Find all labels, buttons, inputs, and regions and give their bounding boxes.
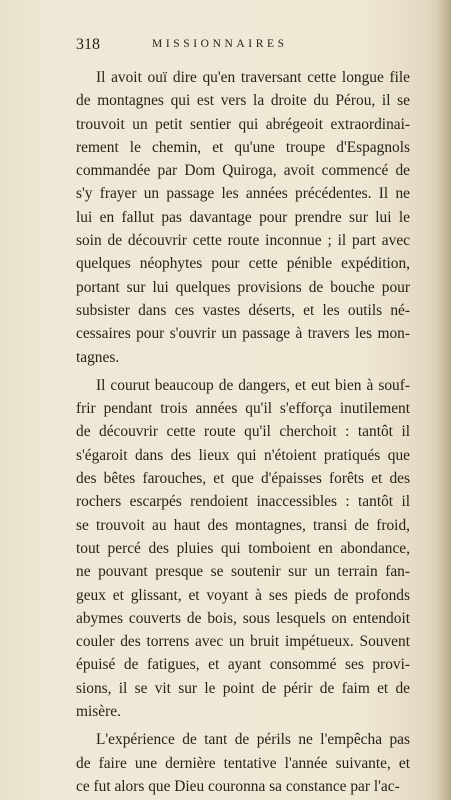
- text-line: de montagnes qui est vers la droite du Pérou, il se: [76, 92, 410, 110]
- text-line: quelques néophytes pour cette pénible expédition,: [76, 255, 410, 273]
- text-line: rochers escarpés rendoient inaccessibles : tantôt il: [76, 493, 410, 511]
- paragraph: [76, 374, 410, 723]
- page-number: 318: [76, 36, 100, 53]
- text-line: cessaires pour s'ouvrir un passage à travers les mon-: [76, 325, 410, 343]
- text-line: tout percé des pluies qui tomboient en abondance,: [76, 539, 410, 557]
- text-line: ce fut alors que Dieu couronna sa constance par l'ac-: [76, 777, 400, 795]
- spine-shadow: [437, 0, 451, 800]
- paragraph: [76, 66, 410, 369]
- text-line: geux et glissant, et voyant à ses pieds de profonds: [76, 586, 410, 604]
- text-line: subsister dans ces vastes déserts, et les outils né-: [76, 301, 410, 319]
- text-line: misère.: [76, 703, 121, 721]
- text-line: commandée par Dom Quiroga, avoit commencé de: [76, 162, 410, 180]
- text-line: abymes couverts de bois, sous lesquels on entendoit: [76, 609, 410, 627]
- text-line: lui en fallut pas davantage pour prendre sur lui le: [76, 208, 410, 226]
- text-line: couler des torrens avec un bruit impétueux. Souvent: [76, 633, 410, 651]
- text-line: de faire une dernière tentative l'année suivante, et: [76, 754, 410, 772]
- text-line: épuisé de fatigues, et ayant consommé ses provi-: [76, 656, 410, 674]
- text-line: rement le chemin, et qu'une troupe d'Espagnols: [76, 138, 410, 156]
- running-title: MISSIONNAIRES: [152, 38, 288, 50]
- text-line: frir pendant trois années qu'il s'efforça inutilement: [76, 400, 410, 418]
- text-line: Il courut beaucoup de dangers, et eut bien à souf-: [96, 376, 410, 394]
- text-line: de découvrir cette route qu'il cherchoit : tantôt il: [76, 423, 410, 441]
- text-line: sions, il se vit sur le point de périr de faim et de: [76, 679, 410, 697]
- body-text: [76, 66, 410, 800]
- text-line: des bêtes farouches, et que d'épaisses forêts et des: [76, 470, 410, 488]
- running-head: [76, 36, 406, 60]
- text-line: ne pouvant presque se soutenir sur un terrain fan-: [76, 563, 410, 581]
- text-line: s'y frayer un passage les années précédentes. Il ne: [76, 185, 410, 203]
- text-line: Il avoit ouï dire qu'en traversant cette longue file: [96, 69, 410, 86]
- text-line: trouvoit un petit sentier qui abrégeoit extraordinai-: [76, 115, 410, 133]
- paragraph: [76, 728, 410, 798]
- text-line: tagnes.: [76, 348, 120, 366]
- text-line: L'expérience de tant de périls ne l'empêcha pas: [96, 731, 410, 749]
- text-line: s'égaroit dans des lieux qui n'étoient pratiqués que: [76, 446, 410, 464]
- text-line: se trouvoit au haut des montagnes, transi de froid,: [76, 516, 410, 534]
- text-line: portant sur lui quelques provisions de bouche pour: [76, 278, 410, 296]
- text-line: soin de découvrir cette route inconnue ; il part avec: [76, 232, 410, 250]
